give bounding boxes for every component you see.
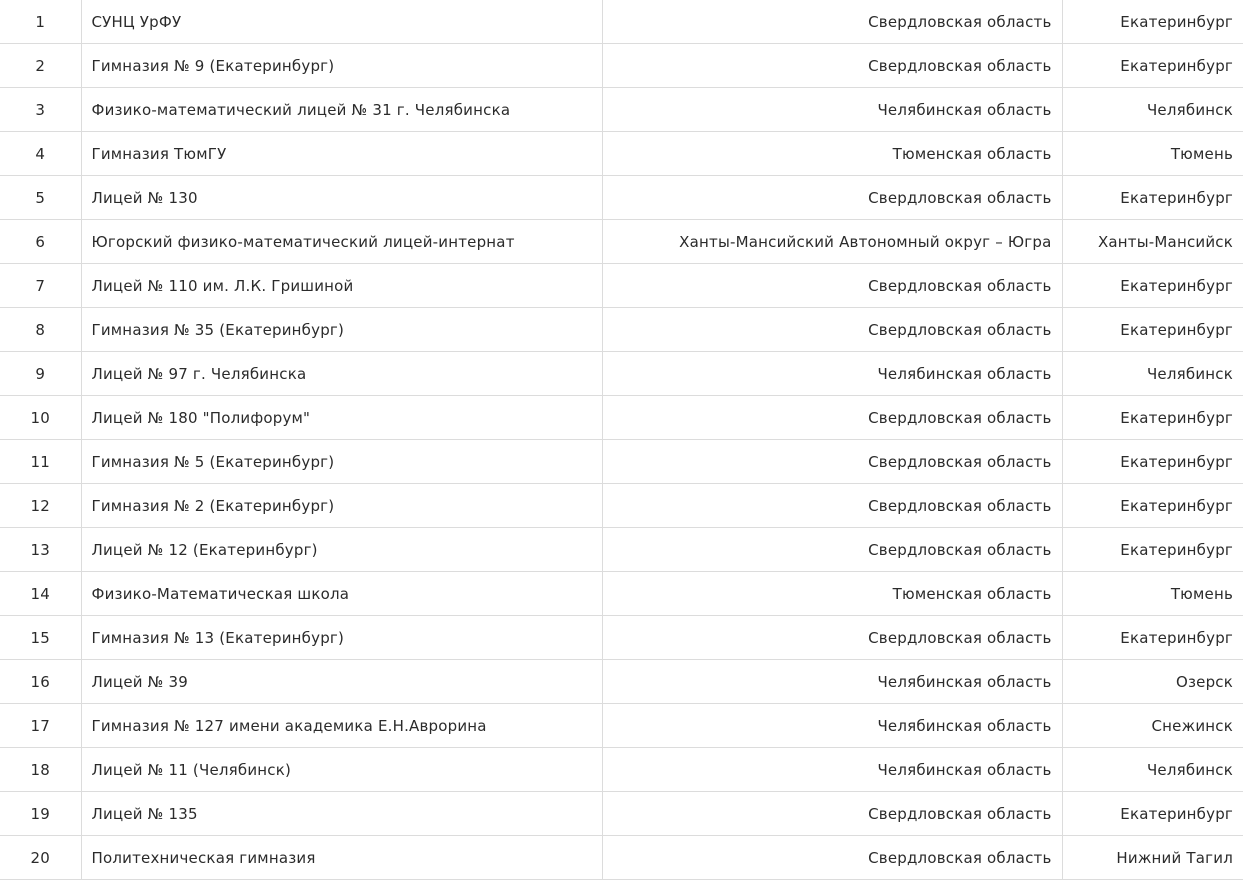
table-row [0,660,1243,704]
school-name-cell: Лицей № 97 г. Челябинска [81,352,602,396]
school-name-cell: Физико-математический лицей № 31 г. Челябинска [81,88,602,132]
school-name-cell: Политехническая гимназия [81,836,602,880]
region-cell: Челябинская область [602,660,1062,704]
table-row [0,44,1243,88]
table-row [0,792,1243,836]
school-name-cell: Гимназия № 13 (Екатеринбург) [81,616,602,660]
city-cell: Челябинск [1062,88,1243,132]
rank-cell: 13 [0,528,81,572]
region-cell: Свердловская область [602,44,1062,88]
school-name-cell: Гимназия № 9 (Екатеринбург) [81,44,602,88]
table-row [0,616,1243,660]
school-name-cell: Гимназия № 127 имени академика Е.Н.Аврорина [81,704,602,748]
city-cell: Нижний Тагил [1062,836,1243,880]
city-cell: Екатеринбург [1062,0,1243,44]
school-name-cell: Лицей № 110 им. Л.К. Гришиной [81,264,602,308]
rank-cell: 11 [0,440,81,484]
table-row [0,440,1243,484]
city-cell: Тюмень [1062,572,1243,616]
school-name-cell: Гимназия № 35 (Екатеринбург) [81,308,602,352]
region-cell: Свердловская область [602,308,1062,352]
table-row [0,132,1243,176]
city-cell: Челябинск [1062,748,1243,792]
city-cell: Екатеринбург [1062,440,1243,484]
school-name-cell: Лицей № 135 [81,792,602,836]
rank-cell: 3 [0,88,81,132]
rank-cell: 14 [0,572,81,616]
city-cell: Челябинск [1062,352,1243,396]
table-row [0,0,1243,44]
school-name-cell: Лицей № 11 (Челябинск) [81,748,602,792]
school-name-cell: Гимназия № 5 (Екатеринбург) [81,440,602,484]
rank-cell: 5 [0,176,81,220]
school-name-cell: Лицей № 12 (Екатеринбург) [81,528,602,572]
region-cell: Челябинская область [602,748,1062,792]
rank-cell: 1 [0,0,81,44]
region-cell: Свердловская область [602,0,1062,44]
school-name-cell: Югорский физико-математический лицей-интернат [81,220,602,264]
school-name-cell: Гимназия № 2 (Екатеринбург) [81,484,602,528]
city-cell: Озерск [1062,660,1243,704]
rank-cell: 2 [0,44,81,88]
region-cell: Свердловская область [602,264,1062,308]
rank-cell: 8 [0,308,81,352]
table-row [0,396,1243,440]
rank-cell: 20 [0,836,81,880]
rank-cell: 15 [0,616,81,660]
table-row [0,308,1243,352]
city-cell: Екатеринбург [1062,528,1243,572]
rank-cell: 12 [0,484,81,528]
region-cell: Тюменская область [602,572,1062,616]
region-cell: Свердловская область [602,484,1062,528]
rank-cell: 16 [0,660,81,704]
city-cell: Екатеринбург [1062,176,1243,220]
region-cell: Ханты-Мансийский Автономный округ – Югра [602,220,1062,264]
rank-cell: 18 [0,748,81,792]
region-cell: Свердловская область [602,792,1062,836]
region-cell: Свердловская область [602,528,1062,572]
school-name-cell: Физико-Математическая школа [81,572,602,616]
table-row [0,528,1243,572]
city-cell: Екатеринбург [1062,308,1243,352]
city-cell: Екатеринбург [1062,396,1243,440]
table-row [0,484,1243,528]
school-name-cell: СУНЦ УрФУ [81,0,602,44]
table-row [0,264,1243,308]
table-row [0,176,1243,220]
region-cell: Челябинская область [602,352,1062,396]
city-cell: Екатеринбург [1062,44,1243,88]
city-cell: Екатеринбург [1062,484,1243,528]
city-cell: Екатеринбург [1062,264,1243,308]
school-name-cell: Лицей № 130 [81,176,602,220]
school-name-cell: Лицей № 180 "Полифорум" [81,396,602,440]
table-row [0,836,1243,880]
table-row [0,352,1243,396]
region-cell: Челябинская область [602,704,1062,748]
rank-cell: 17 [0,704,81,748]
city-cell: Екатеринбург [1062,792,1243,836]
rank-cell: 10 [0,396,81,440]
rank-cell: 19 [0,792,81,836]
city-cell: Тюмень [1062,132,1243,176]
table-row [0,748,1243,792]
rank-cell: 4 [0,132,81,176]
rank-cell: 6 [0,220,81,264]
region-cell: Свердловская область [602,176,1062,220]
region-cell: Свердловская область [602,396,1062,440]
table-row [0,572,1243,616]
rank-cell: 9 [0,352,81,396]
region-cell: Свердловская область [602,440,1062,484]
table-row [0,88,1243,132]
region-cell: Свердловская область [602,616,1062,660]
city-cell: Снежинск [1062,704,1243,748]
region-cell: Свердловская область [602,836,1062,880]
city-cell: Ханты-Мансийск [1062,220,1243,264]
city-cell: Екатеринбург [1062,616,1243,660]
rank-cell: 7 [0,264,81,308]
school-name-cell: Гимназия ТюмГУ [81,132,602,176]
region-cell: Челябинская область [602,88,1062,132]
table-row [0,704,1243,748]
school-name-cell: Лицей № 39 [81,660,602,704]
region-cell: Тюменская область [602,132,1062,176]
table-row [0,220,1243,264]
